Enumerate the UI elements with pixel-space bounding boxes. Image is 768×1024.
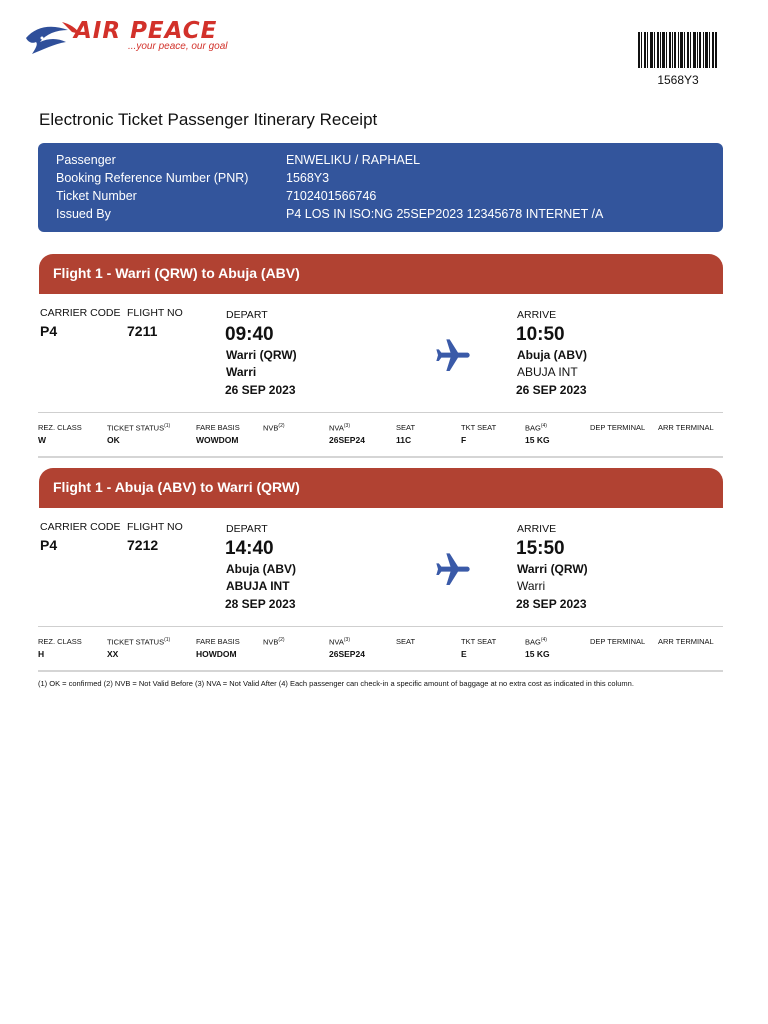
depart-city: Warri (QRW) [226, 348, 297, 362]
arrive-label: ARRIVE [517, 309, 557, 321]
fare-basis-header: FARE BASIS [196, 423, 240, 432]
nva-header: NVA$^{(3)}$ [329, 637, 350, 647]
arrive-airport: Warri [517, 579, 546, 593]
dep-terminal-header: DEP TERMINAL [590, 423, 646, 432]
arrive-time: 15:50 [516, 538, 565, 559]
tkt-seat-header: TKT SEAT [461, 637, 497, 646]
flight-no-value: 7212 [127, 537, 159, 553]
flight-header [39, 468, 723, 508]
airplane-icon [433, 336, 473, 376]
dep-terminal-header: DEP TERMINAL [590, 637, 646, 646]
ticket-status-value: OK [107, 435, 120, 445]
rez-class-value: H [38, 649, 45, 659]
carrier-code-value: P4 [40, 323, 58, 339]
divider [38, 412, 723, 413]
passenger-label: Passenger [56, 153, 116, 167]
divider [38, 626, 723, 627]
section-divider [38, 670, 723, 672]
passenger-value: ENWELIKU / RAPHAEL [286, 153, 421, 167]
depart-date: 28 SEP 2023 [225, 597, 296, 611]
logo-tagline: ...your peace, our goal [128, 41, 228, 52]
arr-terminal-header: ARR TERMINAL [658, 637, 714, 646]
depart-date: 26 SEP 2023 [225, 383, 296, 397]
bag-value: 15 KG [525, 649, 550, 659]
bird-logo-icon [22, 16, 82, 58]
seat-value: 11C [396, 435, 412, 445]
tkt-seat-value: E [461, 649, 467, 659]
section-divider [38, 456, 723, 458]
rez-class-header: REZ. CLASS [38, 637, 82, 646]
arr-terminal-header: ARR TERMINAL [658, 423, 714, 432]
depart-airport: ABUJA INT [226, 579, 290, 593]
barcode-number: 1568Y3 [657, 73, 699, 87]
nva-value: 26SEP24 [329, 435, 365, 445]
bag-header: BAG$^{(4)}$ [525, 637, 547, 647]
passenger-info-box [38, 143, 723, 232]
flight-header [39, 254, 723, 294]
seat-header: SEAT [396, 637, 416, 646]
flight-title: Flight 1 - Warri (QRW) to Abuja (ABV) [53, 265, 300, 281]
nva-header: NVA$^{(3)}$ [329, 423, 350, 433]
pnr-label: Booking Reference Number (PNR) [56, 171, 249, 185]
issued-by-label: Issued By [56, 207, 111, 221]
issued-by-value: P4 LOS IN ISO:NG 25SEP2023 12345678 INTERNET /A [286, 207, 604, 221]
depart-city: Abuja (ABV) [226, 562, 296, 576]
ticket-status-header: TICKET STATUS$^{(1)}$ [107, 637, 171, 647]
arrive-city: Abuja (ABV) [517, 348, 587, 362]
ticket-status-value: XX [107, 649, 119, 659]
nvb-header: NVB$^{(2)}$ [263, 637, 285, 647]
depart-time: 09:40 [225, 324, 274, 345]
seat-header: SEAT [396, 423, 416, 432]
logo-text: AIR PEACE [74, 18, 218, 44]
bag-value: 15 KG [525, 435, 550, 445]
depart-airport: Warri [226, 365, 257, 379]
fare-basis-value: HOWDOM [196, 649, 237, 659]
arrive-date: 28 SEP 2023 [516, 597, 587, 611]
page-title: Electronic Ticket Passenger Itinerary Receipt [39, 110, 378, 129]
arrive-airport: ABUJA INT [517, 365, 578, 379]
depart-label: DEPART [226, 523, 268, 535]
bag-header: BAG$^{(4)}$ [525, 423, 547, 433]
depart-label: DEPART [226, 309, 268, 321]
nva-value: 26SEP24 [329, 649, 365, 659]
footnote: (1) OK = confirmed (2) NVB = Not Valid Before (3) NVA = Not Valid After (4) Each passenger can check-in a specific amount of baggage at no extra cost as indicated in this column. [38, 679, 634, 688]
arrive-time: 10:50 [516, 324, 565, 345]
barcode-icon [638, 32, 718, 68]
flight-no-label: FLIGHT NO [127, 307, 183, 319]
carrier-code-value: P4 [40, 537, 58, 553]
tkt-seat-header: TKT SEAT [461, 423, 497, 432]
rez-class-value: W [38, 435, 47, 445]
flight-title: Flight 1 - Abuja (ABV) to Warri (QRW) [53, 479, 300, 495]
arrive-date: 26 SEP 2023 [516, 383, 587, 397]
flight-no-label: FLIGHT NO [127, 521, 183, 533]
carrier-code-label: CARRIER CODE [40, 307, 121, 319]
depart-time: 14:40 [225, 538, 274, 559]
ticket-number-label: Ticket Number [56, 189, 137, 203]
airplane-icon [433, 550, 473, 590]
tkt-seat-value: F [461, 435, 467, 445]
ticket-status-header: TICKET STATUS$^{(1)}$ [107, 423, 171, 433]
arrive-city: Warri (QRW) [517, 562, 588, 576]
arrive-label: ARRIVE [517, 523, 557, 535]
carrier-code-label: CARRIER CODE [40, 521, 121, 533]
fare-basis-value: WOWDOM [196, 435, 239, 445]
flight-no-value: 7211 [127, 323, 158, 339]
nvb-header: NVB$^{(2)}$ [263, 423, 285, 433]
fare-basis-header: FARE BASIS [196, 637, 240, 646]
pnr-value: 1568Y3 [286, 171, 330, 185]
ticket-number-value: 7102401566746 [286, 189, 377, 203]
rez-class-header: REZ. CLASS [38, 423, 82, 432]
